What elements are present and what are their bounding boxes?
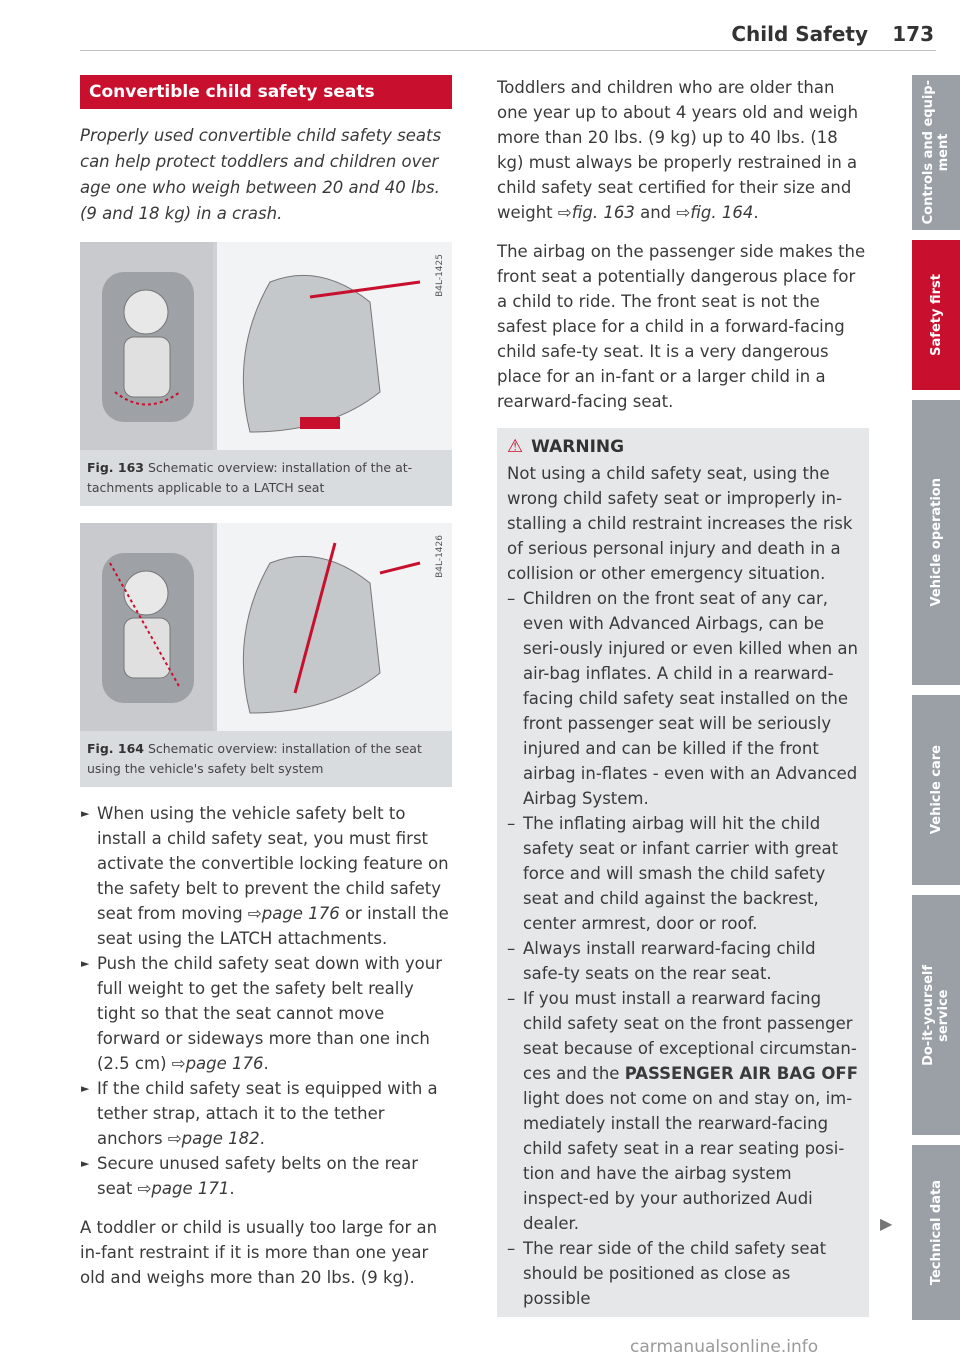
section-title: Convertible child safety seats (80, 75, 452, 109)
list-item: – Always install rearward-facing child safe-ty seats on the rear seat. (507, 939, 816, 983)
right-column (497, 75, 869, 1317)
figure-163-caption-text: Schematic overview: installation of the at-tachments applicable to a LATCH seat (87, 460, 413, 495)
list-item: – The rear side of the child safety seat should be positioned as close as possible (507, 1239, 827, 1308)
page-reference-link[interactable]: ⇨page 176 (247, 904, 340, 923)
section-intro: Properly used convertible child safety seats can help protect toddlers and children over age one who weigh between 20 and 40 lbs. (9 and 18 kg) in a crash. (80, 126, 442, 223)
left-column (80, 75, 452, 1290)
figure-164-code: B4L-1426 (435, 535, 445, 578)
figure-164-caption (80, 731, 452, 787)
warning-list (507, 586, 861, 1311)
airbag-off-label: PASSENGER AIR BAG OFF (624, 1064, 858, 1083)
warning-heading (507, 428, 861, 461)
figure-163-code: B4L-1425 (435, 254, 445, 297)
figure-163 (80, 242, 452, 506)
figure-164-illustration (80, 523, 452, 731)
figure-reference-link[interactable]: ⇨fig. 163 (557, 203, 635, 222)
warning-intro: Not using a child safety seat, using the wrong child safety seat or improperly in-stalling a child restraint increases the risk of serious personal injury and death in a collision or other emergency situation. (507, 464, 853, 583)
triangle-bullet-icon: ► (81, 1157, 90, 1170)
belt-seat-illustration (80, 523, 452, 731)
tab-safety-first[interactable]: Safety first (912, 240, 960, 390)
figure-164-label: Fig. 164 (87, 741, 144, 756)
figure-163-label: Fig. 163 (87, 460, 144, 475)
list-item: – The inflating airbag will hit the child safety seat or infant carrier with great force and will smash the child safety seat and child against the backrest, center armrest, door or roof. (507, 814, 839, 933)
warning-title: WARNING (531, 436, 625, 457)
figure-reference-link[interactable]: ⇨fig. 164 (676, 203, 754, 222)
page-reference-link[interactable]: ⇨page 176 (171, 1054, 264, 1073)
figure-164 (80, 523, 452, 787)
list-item: ► Secure unused safety belts on the rear seat ⇨page 171. (80, 1151, 452, 1201)
tab-vehicle-operation[interactable]: Vehicle operation (912, 400, 960, 685)
warning-box (497, 428, 869, 1317)
list-item: – Children on the front seat of any car, even with Advanced Airbags, can be seri-ously injured or even killed when an air-bag inflates. A child in a rearward-facing child safety seat installed on the front passenger seat will be seriously injured and can be killed if the front airbag in-flates - even with an Advanced Airbag System. (507, 589, 858, 808)
tab-do-it-yourself-service[interactable]: Do-it-yourself service (912, 895, 960, 1135)
tab-vehicle-care[interactable]: Vehicle care (912, 695, 960, 885)
page-reference-link[interactable]: ⇨page 182 (167, 1129, 260, 1148)
triangle-bullet-icon: ► (81, 1082, 90, 1095)
figure-163-caption (80, 450, 452, 506)
running-header-title: Child Safety (731, 22, 868, 46)
list-item: ► If the child safety seat is equipped with a tether strap, attach it to the tether anchors ⇨page 182. (80, 1076, 452, 1151)
tab-technical-data[interactable]: Technical data (912, 1145, 960, 1320)
continue-arrow-icon: ▶ (880, 1214, 893, 1233)
latch-seat-illustration (80, 242, 452, 450)
page-number: 173 (892, 22, 934, 46)
list-item: ► When using the vehicle safety belt to install a child safety seat, you must first activate the convertible locking feature on the safety belt to prevent the child safety seat from moving ⇨page 176 or install the seat using the LATCH attachments. (80, 801, 452, 951)
watermark: carmanualsonline.info (630, 1337, 819, 1357)
warning-body (507, 461, 861, 1311)
closing-paragraph: A toddler or child is usually too large for an in-fant restraint if it is more than one year old and weighs more than 20 lbs. (9 kg). (80, 1218, 438, 1287)
tab-controls-and-equipment[interactable]: Controls and equip- ment (912, 75, 960, 230)
triangle-bullet-icon: ► (81, 807, 90, 820)
page-reference-link[interactable]: ⇨page 171 (137, 1179, 230, 1198)
header-rule (80, 50, 936, 51)
figure-164-caption-text: Schematic overview: installation of the seat using the vehicle's safety belt system (87, 741, 422, 776)
list-item: ► Push the child safety seat down with your full weight to get the safety belt really tight so that the seat cannot move forward or sideways more than one inch (2.5 cm) ⇨page 176. (80, 951, 452, 1076)
list-item: – If you must install a rearward facing child safety seat on the front passenger seat because of exceptional circumstan-ces and the PASSENGER AIR BAG OFF light does not come on and stay on, im-mediately install the rearward-facing child safety seat in a rear seating posi-tion and have the airbag system inspect-ed by your authorized Audi dealer. (507, 989, 858, 1233)
warning-triangle-icon: ⚠ (507, 436, 524, 457)
right-paragraph-2: The airbag on the passenger side makes the front seat a potentially dangerous place for a child to ride. The front seat is not the safest place for a child in a forward-facing child safe-ty seat. It is a very dangerous place for an in-fant or a larger child in a rearward-facing seat. (497, 242, 866, 411)
figure-163-illustration (80, 242, 452, 450)
right-paragraph-1: Toddlers and children who are older than one year up to about 4 years old and weigh more than 20 lbs. (9 kg) up to 40 lbs. (18 kg) must always be properly restrained in a child safety seat certified for their size and weight ⇨fig. 163 and ⇨fig. 164. (497, 78, 859, 222)
triangle-bullet-icon: ► (81, 957, 90, 970)
instruction-list (80, 801, 452, 1201)
